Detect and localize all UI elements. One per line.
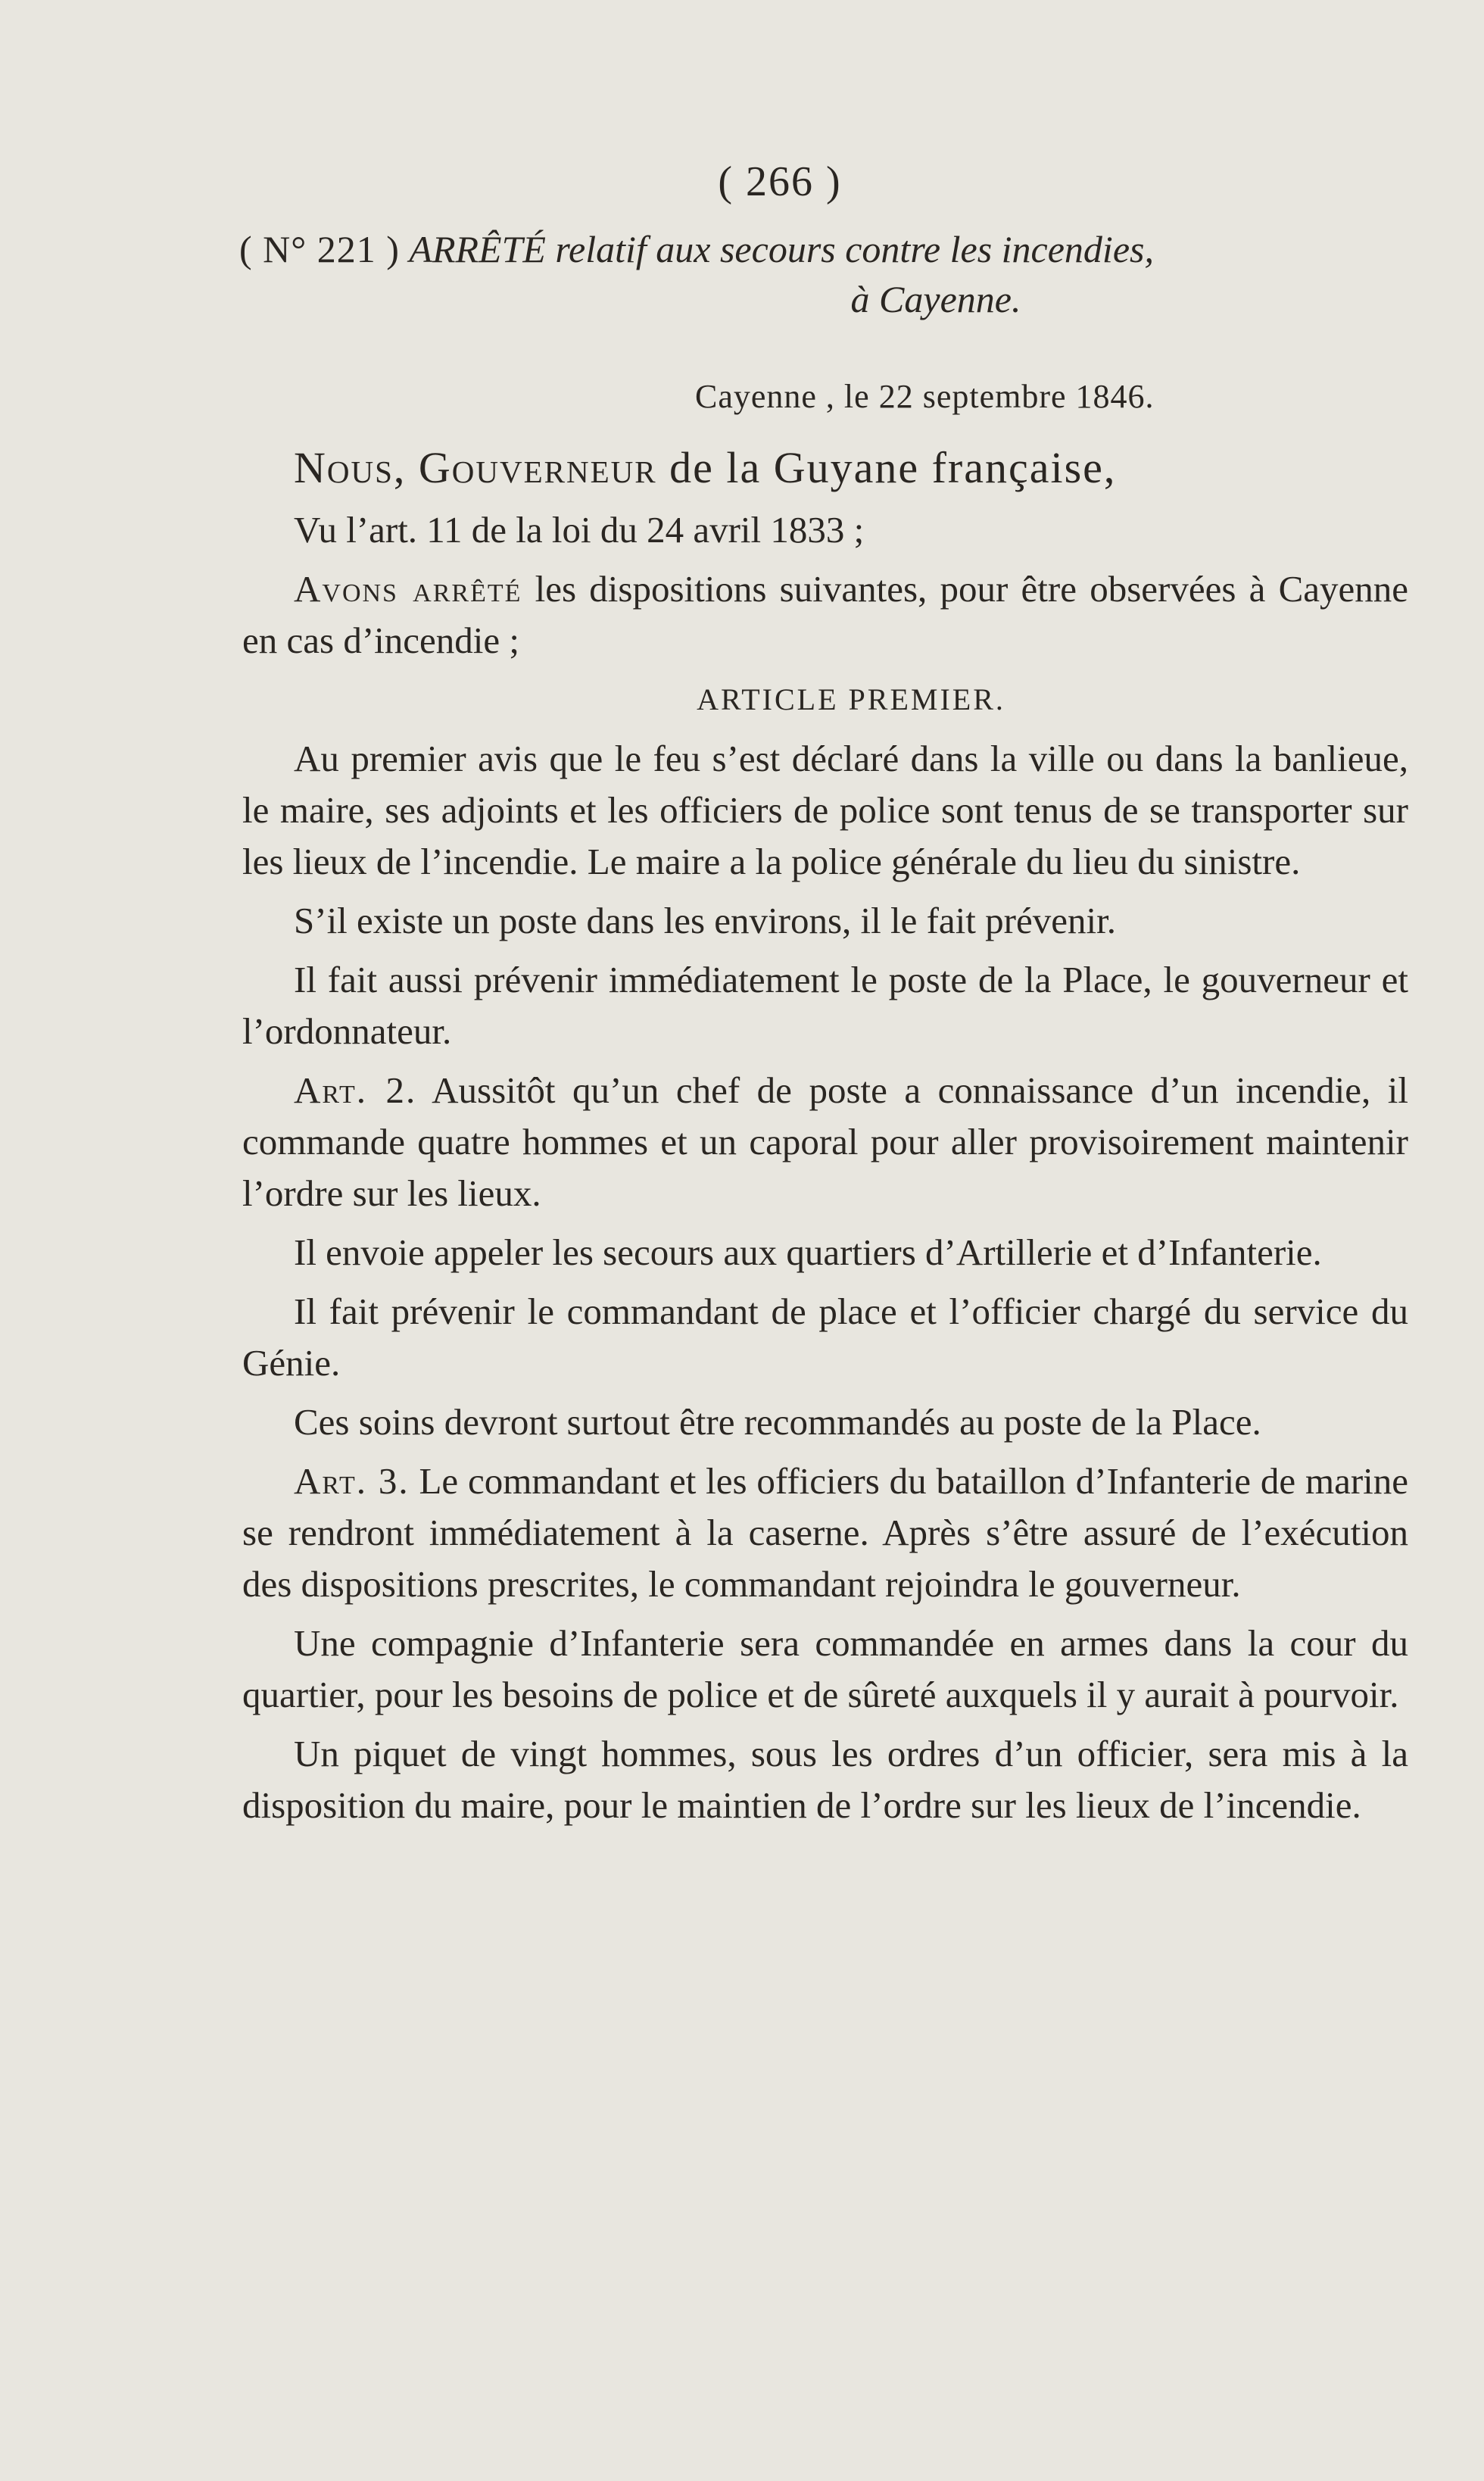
paragraph: S’il existe un poste dans les environs, il le fait prévenir. bbox=[294, 900, 1116, 941]
paragraph: Une compagnie d’Infanterie sera commandée en armes dans la cour du quartier, pour les besoins de police et de sûreté auxquels il y aurait à pourvoir. bbox=[242, 1622, 1408, 1715]
preamble-nous bbox=[242, 439, 1408, 497]
decree-title-line2: à Cayenne. bbox=[850, 278, 1021, 320]
preamble-nous-text: de la Guyane française, bbox=[656, 443, 1117, 492]
article-3-text: Le commandant et les officiers du bataillon d’Infanterie de marine se rendront immédiatement à la caserne. Après s’être assuré de l’exécution des dispositions prescrites, le commandant rejoindra le gouverneur. bbox=[242, 1460, 1408, 1605]
preamble-vu: Vu l’art. 11 de la loi du 24 avril 1833 ; bbox=[294, 509, 865, 551]
paragraph: Un piquet de vingt hommes, sous les ordres d’un officier, sera mis à la disposition du maire, pour le maintien de l’ordre sur les lieux de l’incendie. bbox=[242, 1733, 1408, 1826]
article-2-text: Aussitôt qu’un chef de poste a connaissance d’un incendie, il commande quatre hommes et un caporal pour aller provisoirement maintenir l’ordre sur les lieux. bbox=[242, 1069, 1408, 1214]
article-premier-heading: ARTICLE PREMIER. bbox=[697, 682, 1005, 716]
article-3 bbox=[242, 1456, 1408, 1610]
preamble-avons bbox=[242, 563, 1408, 666]
decree-title-line1: ARRÊTÉ relatif aux secours contre les incendies, bbox=[409, 228, 1154, 270]
article-2-label: Art. 2. bbox=[294, 1069, 417, 1111]
paragraph: Il envoie appeler les secours aux quartiers d’Artillerie et d’Infanterie. bbox=[294, 1231, 1322, 1273]
article-2 bbox=[242, 1065, 1408, 1219]
paragraph: Ces soins devront surtout être recommandés au poste de la Place. bbox=[294, 1401, 1261, 1443]
article-3-label: Art. 3. bbox=[294, 1460, 410, 1502]
decree-body bbox=[242, 439, 1408, 1839]
paragraph: Il fait aussi prévenir immédiatement le poste de la Place, le gouverneur et l’ordonnateur. bbox=[242, 959, 1408, 1052]
preamble-nous-label: Nous, Gouverneur bbox=[294, 443, 657, 492]
preamble-avons-label: Avons arrêté bbox=[294, 568, 522, 610]
preamble-avons-text: les dispositions suivantes, pour être observées à Cayenne en cas d’incendie ; bbox=[242, 568, 1409, 661]
decree-heading bbox=[239, 224, 1420, 324]
paragraph: Il fait prévenir le commandant de place et l’officier chargé du service du Génie. bbox=[242, 1290, 1408, 1384]
paragraph: Au premier avis que le feu s’est déclaré dans la ville ou dans la banlieue, le maire, ses adjoints et les officiers de police sont tenus de se transporter sur les lieux de l’incendie. Le maire a la police générale du lieu du sinistre. bbox=[242, 738, 1408, 882]
decree-number: ( N° 221 ) bbox=[239, 228, 400, 270]
decree-date: Cayenne , le 22 septembre 1846. bbox=[695, 378, 1155, 415]
page-number: ( 266 ) bbox=[718, 158, 842, 205]
